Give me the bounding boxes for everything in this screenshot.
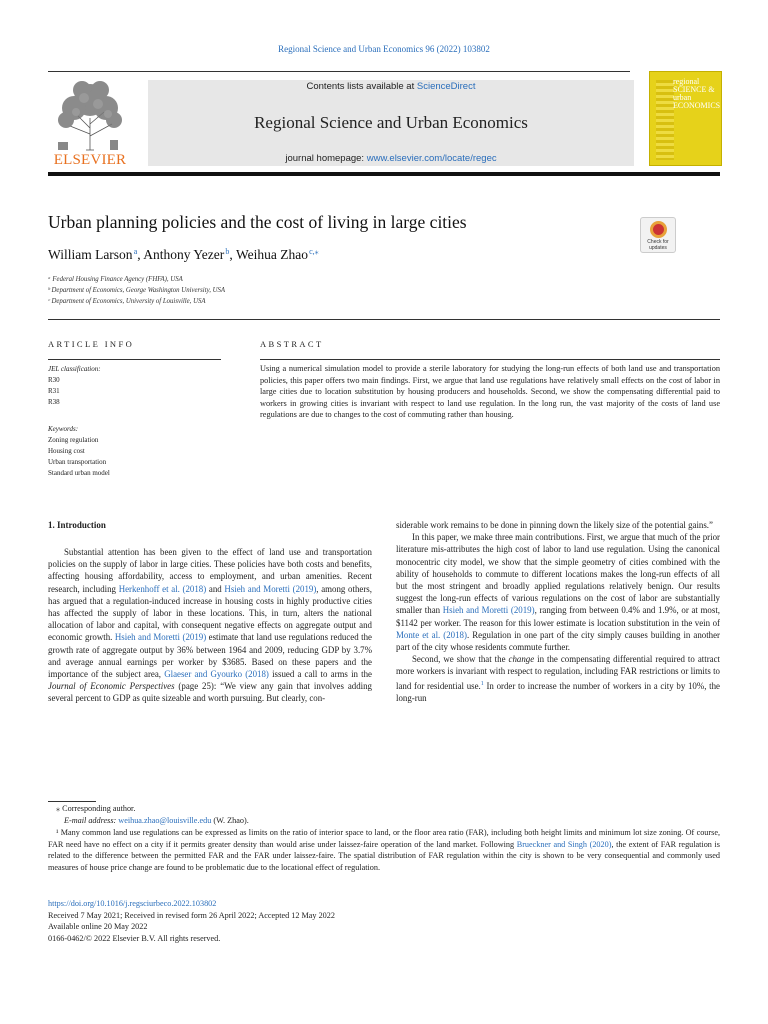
text: In this paper, we make three main contributions. First, we argue that much of the prior literature mis-attributes the high cost of labor to land use regulation. Using the canonical monocentric city model, we show that the simple geometry of cities combined with the ability of households to commute to different locations makes the long-run effects of all but the most stringent and broadly applied regulations relatively benign. Our results suggest the long-run effects of various regulations on the cost of labor are substantially smaller than (396, 532, 720, 616)
body-column-right (396, 519, 720, 704)
citation-link[interactable]: Monte et al. (2018) (396, 629, 467, 640)
keyword-item: Zoning regulation (48, 436, 99, 444)
author-separator: , (229, 247, 236, 262)
text: , among others, has argued that a regulation-induced increase in housing costs in highly productive cities has affected the supply of labor in these locations. This, in turn, alters the national allocation of labor and capital, with consequent negative effects on aggregate output and economic growth. (48, 583, 372, 643)
intro-paragraph: siderable work remains to be done in pinning down the likely size of the potential gains.” (396, 520, 713, 530)
author-name[interactable]: Anthony Yezer (143, 247, 225, 262)
section-heading-introduction: 1. Introduction (48, 520, 106, 530)
author-affil-marker[interactable]: c,⁎ (309, 247, 319, 256)
affiliation-b: ᵇ Department of Economics, George Washington University, USA (48, 287, 226, 294)
cover-pattern (656, 80, 674, 160)
email-link[interactable]: weihua.zhao@louisville.edu (118, 816, 212, 825)
author-affil-marker[interactable]: a (133, 247, 138, 256)
text: issued a call to arms in the (268, 669, 372, 680)
keyword-item: Housing cost (48, 447, 85, 455)
header-rule (48, 71, 630, 72)
footnote-1 (48, 827, 720, 873)
journal-citation[interactable]: Regional Science and Urban Economics 96 (2022) 103802 (278, 44, 490, 54)
cover-title: regional SCIENCE & urban ECONOMICS (673, 77, 721, 110)
text: in the compensating differential required to attract more workers is invariant with respect to regulation, including FAR restrictions or limits to land for residential use. (396, 654, 720, 691)
text: In order to increase the number of workers in a city by 10%, the long-run (396, 680, 720, 703)
text: Second, we show that the (412, 654, 509, 665)
article-info-rule (48, 359, 221, 360)
journal-name-italic: Journal of Economic Perspectives (48, 681, 175, 692)
text: Substantial attention has been given to the effect of land use and transportation policies on the supply of labor in large cities. These policies have both costs and benefits, affecting housing affordability, access to employment, and urban amenities. Recent research, including (48, 547, 372, 594)
intro-paragraph (396, 531, 720, 653)
jel-code: R38 (48, 398, 60, 406)
abstract-rule (260, 359, 720, 360)
contents-available (148, 81, 634, 92)
doi-link[interactable]: https://doi.org/10.1016/j.regsciurbeco.2022.103802 (48, 899, 217, 908)
footnote-marker[interactable]: 1 (480, 680, 484, 687)
elsevier-wordmark: ELSEVIER (53, 152, 127, 168)
check-updates-label: Check for updates (647, 239, 669, 251)
sciencedirect-link[interactable]: ScienceDirect (416, 81, 476, 92)
text: . Regulation in one part of the city simply causes building in another part of the city whose residents commute further. (396, 629, 720, 653)
citation-link[interactable]: Hsieh and Moretti (2019) (442, 605, 535, 616)
keyword-item: Standard urban model (48, 469, 110, 477)
author-name[interactable]: Weihua Zhao (235, 247, 308, 262)
journal-homepage (148, 153, 634, 164)
abstract-text: Using a numerical simulation model to provide a sterile laboratory for studying the long-run effects of both land use and transportation policies, this paper offers two main findings. First, we argue that land use regulations have relatively small effects on the cost of labor in large cities due to location substitution by housing producers and households. Second, we show the compensating differential paid to workers in growing cities is invariant with respect to land use regulation. In the long run, the vast majority of the costs of land use regulations are due to changes to the cost of commuting rather than housing. (260, 364, 720, 420)
author-separator: , (137, 247, 144, 262)
citation-link[interactable]: Hsieh and Moretti (2019) (114, 632, 207, 643)
text: , ranging from between 0.4% and 1.9%, or at most, $1142 per worker. The reason for this lower estimate is location substitution in the vein of (396, 605, 721, 628)
affiliation-c: ᶜ Department of Economics, University of Louisville, USA (48, 298, 206, 305)
jel-code: R31 (48, 387, 60, 395)
text: estimate that land use regulations reduced the growth rate of aggregate output by 36% between 1964 and 2009, reducing GDP by 3.7% and average annual earnings per worker by $3685. Based on these papers and the importance of the subject area, (48, 632, 372, 680)
header-thick-rule (48, 172, 720, 176)
author-list (48, 247, 319, 263)
homepage-link[interactable]: www.elsevier.com/locate/regec (366, 153, 497, 164)
jel-label: JEL classification: (48, 365, 101, 373)
body-column-left (48, 546, 372, 705)
article-title: Urban planning policies and the cost of living in large cities (48, 212, 467, 232)
citation-link[interactable]: Hsieh and Moretti (2019) (224, 583, 317, 594)
jel-code: R30 (48, 376, 60, 384)
bookmark-icon (650, 221, 667, 238)
publication-info (48, 898, 335, 944)
journal-cover-thumbnail[interactable] (649, 71, 722, 166)
author-affil-marker[interactable]: b (225, 247, 230, 256)
keywords-label: Keywords: (48, 425, 79, 433)
text: , the extent of FAR regulation is related to the difference between the permitted FAR and the FAR under laissez-faire. The spatial distribution of FAR regulation within the city is shown to be very consequential and commonly used measures of house price change are found to be problematic due to the locational effect of regulation. (48, 839, 720, 872)
email-label: E-mail address: (64, 816, 117, 825)
citation-link[interactable]: Brueckner and Singh (2020) (516, 839, 612, 849)
section-divider (48, 319, 720, 320)
received-dates: Received 7 May 2021; Received in revised form 26 April 2022; Accepted 12 May 2022 (48, 910, 335, 920)
email-suffix: (W. Zhao). (211, 816, 249, 825)
text: and (206, 583, 225, 594)
footnote-rule (48, 801, 96, 802)
email-note (64, 815, 736, 827)
intro-paragraph (48, 546, 372, 705)
affiliation-a: ᵃ Federal Housing Finance Agency (FHFA), USA (48, 276, 183, 283)
citation-link[interactable]: Herkenhoff et al. (2018) (118, 583, 207, 594)
intro-paragraph (396, 653, 720, 704)
text: (page 25): “We view any gain that involves adding several percent to GDP as quite sizeable and worth pursuing. But clearly, con- (48, 681, 372, 704)
online-date: Available online 20 May 2022 (48, 922, 148, 932)
text: ¹ Many common land use regulations can be expressed as limits on the ratio of interior space to land, or the floor area ratio (FAR), including both height limits and minimum lot size zoning. Of course, FAR need have no effect on a city if it permits greater density than would arise under laissez-faire operation of the land market. Following (48, 828, 720, 849)
copyright: 0166-0462/© 2022 Elsevier B.V. All rights reserved. (48, 933, 221, 943)
abstract-heading: ABSTRACT (260, 339, 324, 349)
corresponding-author-note: ⁎ Corresponding author. (56, 804, 136, 813)
emphasis: change (508, 654, 535, 665)
author-name[interactable]: William Larson (48, 247, 133, 262)
contents-prefix: Contents lists available at (306, 81, 417, 92)
keyword-item: Urban transportation (48, 458, 107, 466)
check-for-updates-button[interactable] (640, 217, 676, 253)
journal-name: Regional Science and Urban Economics (254, 113, 528, 132)
article-info-heading: ARTICLE INFO (48, 339, 135, 349)
citation-link[interactable]: Glaeser and Gyourko (2018) (164, 669, 269, 680)
homepage-prefix: journal homepage: (285, 153, 367, 164)
